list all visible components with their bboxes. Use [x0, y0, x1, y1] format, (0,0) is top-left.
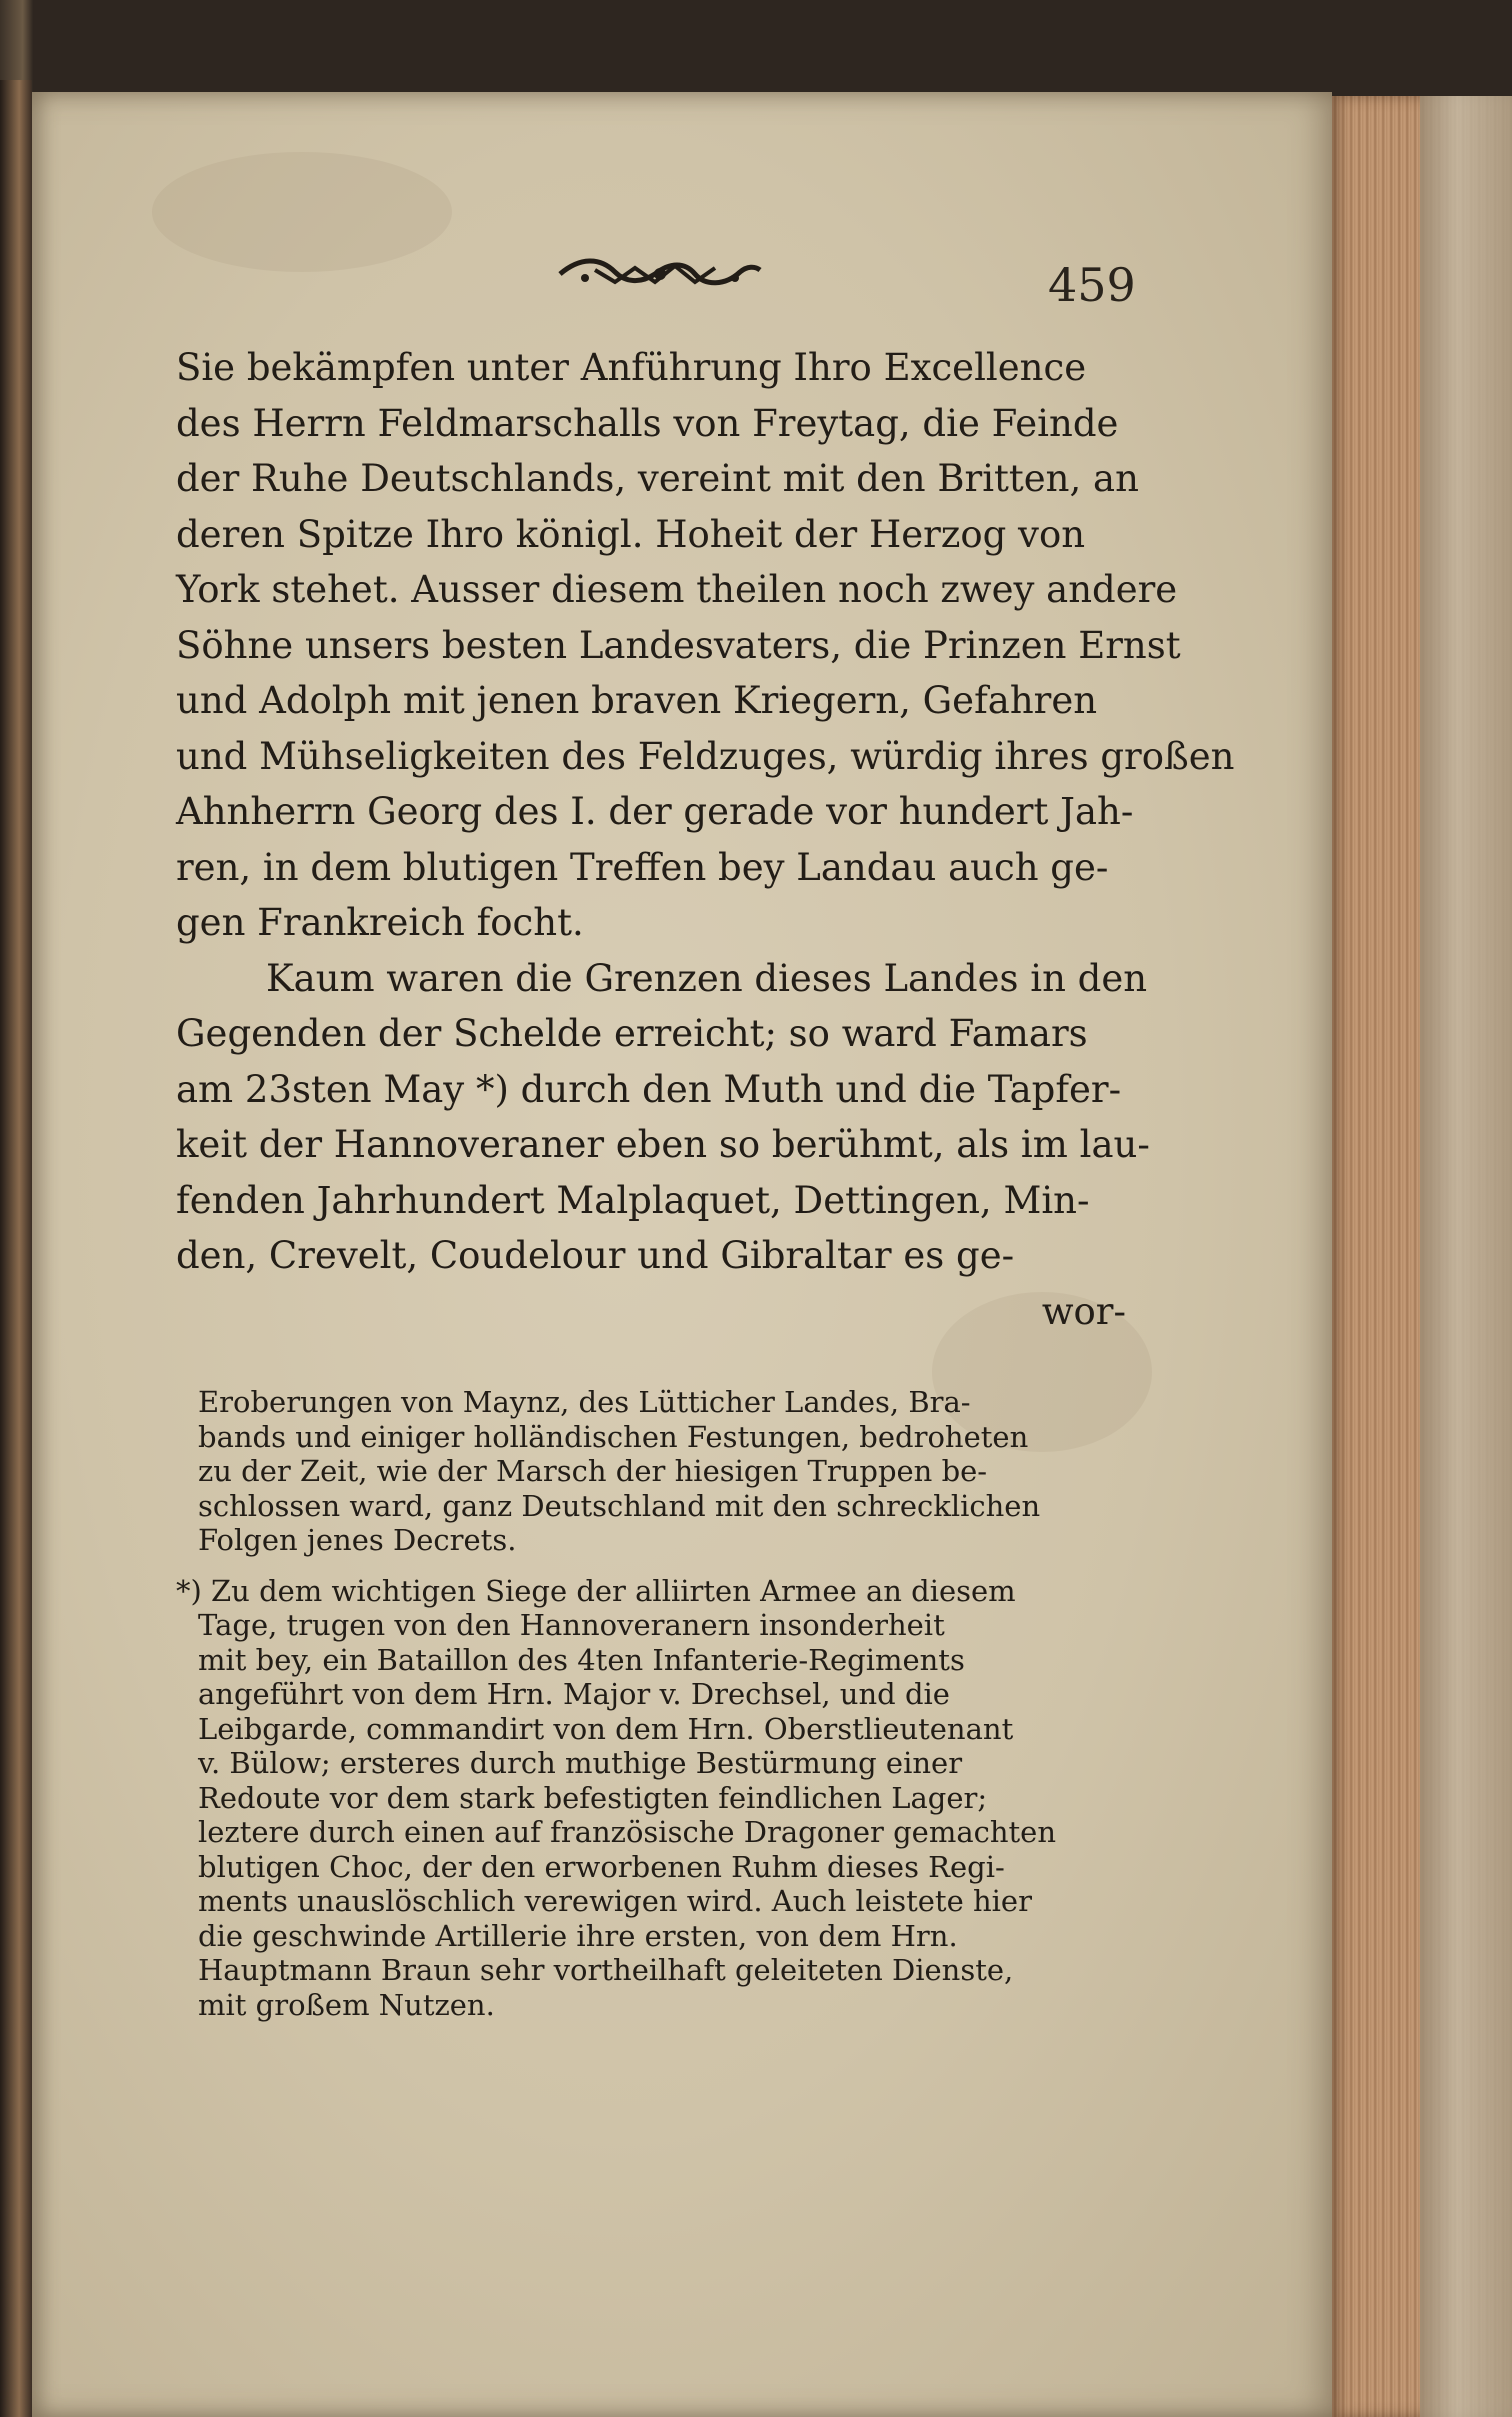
footnote-line: Folgen jenes Decrets. [198, 1523, 517, 1557]
main-body-text [176, 340, 1235, 1339]
footnote-line: Hauptmann Braun sehr vortheilhaft geleiteten Dienste, [198, 1953, 1014, 1987]
body-line: fenden Jahrhundert Malplaquet, Dettingen, Min- [176, 1178, 1090, 1222]
body-line: Söhne unsers besten Landesvaters, die Prinzen Ernst [176, 623, 1181, 667]
body-line: der Ruhe Deutschlands, vereint mit den Britten, an [176, 457, 1139, 500]
left-page-edge [0, 80, 32, 2417]
body-line: Kaum waren die Grenzen dieses Landes in den [266, 956, 1148, 1000]
footnote-line: *) Zu dem wichtigen Siege der alliirten Armee an diesem [176, 1573, 1016, 1608]
body-line: den, Crevelt, Coudelour und Gibraltar es ge- [176, 1234, 1015, 1277]
footnote-line: Redoute vor dem stark befestigten feindlichen Lager; [198, 1780, 988, 1815]
body-line: York stehet. Ausser diesem theilen noch zwey andere [176, 568, 1178, 611]
page-stack-outer [1420, 96, 1512, 2417]
footnote-line: ments unauslöschlich verewigen wird. Auch leistete hier [198, 1884, 1032, 1918]
body-line: des Herrn Feldmarschalls von Freytag, die Feinde [176, 401, 1119, 445]
footnote-spacer [198, 1558, 1128, 1574]
body-line: gen Frankreich focht. [176, 901, 584, 944]
footnotes [176, 1385, 1128, 2022]
footnote-line: Tage, trugen von den Hannoveranern insonderheit [198, 1608, 945, 1642]
body-line: Ahnherrn Georg des I. der gerade vor hundert Jah- [176, 790, 1134, 833]
footnote-line: mit großem Nutzen. [198, 1987, 495, 2022]
paper-stain [152, 152, 452, 272]
body-line: und Mühseligkeiten des Feldzuges, würdig ihres großen [176, 734, 1235, 778]
footnote-line: mit bey, ein Bataillon des 4ten Infanterie-Regiments [198, 1642, 965, 1677]
body-line: und Adolph mit jenen braven Kriegern, Gefahren [176, 679, 1098, 722]
footnote-line: die geschwinde Artillerie ihre ersten, von dem Hrn. [198, 1918, 958, 1953]
footnote-line: bands und einiger holländischen Festungen, bedroheten [198, 1419, 1029, 1454]
footnote-line: schlossen ward, ganz Deutschland mit den schrecklichen [198, 1488, 1041, 1523]
footnote-line: blutigen Choc, der den erworbenen Ruhm dieses Regi- [198, 1849, 1005, 1884]
body-line: Sie bekämpfen unter Anführung Ihro Excellence [176, 346, 1087, 389]
footnote-line: zu der Zeit, wie der Marsch der hiesigen Truppen be- [198, 1454, 988, 1488]
headpiece-ornament-icon [555, 252, 765, 296]
footnote-line: angeführt von dem Hrn. Major v. Drechsel, und die [198, 1677, 950, 1711]
footnote-line: Leibgarde, commandirt von dem Hrn. Oberstlieutenant [198, 1711, 1014, 1746]
footnote-line: v. Bülow; ersteres durch muthige Bestürmung einer [198, 1746, 963, 1780]
footnote-line: leztere durch einen auf französische Dragoner gemachten [198, 1815, 1057, 1849]
catchword: wor- [1041, 1289, 1126, 1333]
body-line: Gegenden der Schelde erreicht; so ward Famars [176, 1012, 1088, 1055]
body-line: deren Spitze Ihro königl. Hoheit der Herzog von [176, 512, 1086, 556]
body-line: am 23sten May *) durch den Muth und die Tapfer- [176, 1067, 1122, 1111]
footnote-line: Eroberungen von Maynz, des Lütticher Landes, Bra- [198, 1385, 971, 1419]
body-line: ren, in dem blutigen Treffen bey Landau auch ge- [176, 845, 1109, 889]
page-number: 459 [1048, 258, 1136, 312]
body-line: keit der Hannoveraner eben so berühmt, als im lau- [176, 1123, 1150, 1166]
